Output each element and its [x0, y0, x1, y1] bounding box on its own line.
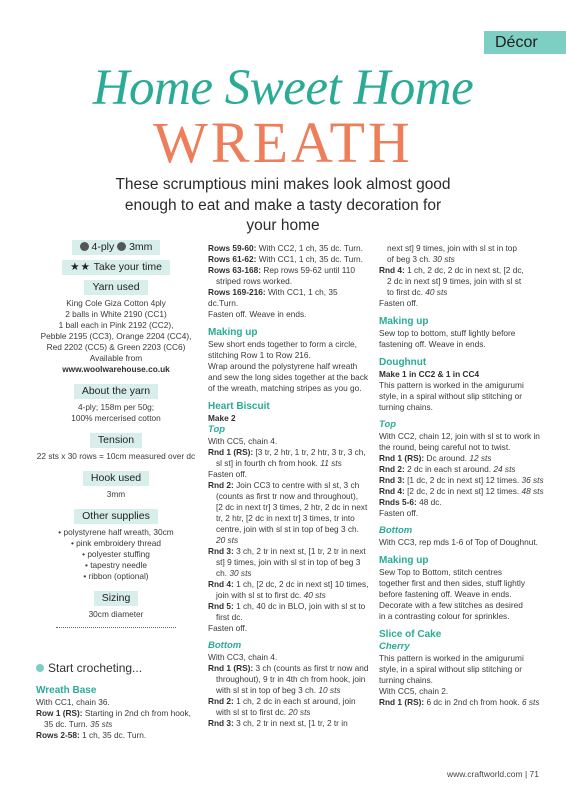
- text-line: Rows 63-168:: [208, 265, 262, 275]
- text-line: Fasten off.: [208, 469, 248, 479]
- text-line: 3 ch (counts as first tr now and: [253, 663, 369, 673]
- right-column: [379, 243, 549, 708]
- footer-sep: |: [524, 769, 528, 779]
- making-up-heading: Making up: [379, 316, 429, 327]
- text-line: Take your time: [93, 261, 162, 273]
- text-line: 40 sts: [422, 287, 448, 297]
- text-line: Rnds 5-6:: [379, 497, 417, 507]
- footer-site[interactable]: www.craftworld.com: [446, 769, 523, 779]
- star-rating-icon: ★★: [70, 261, 91, 273]
- text-line: Rnd 4:: [208, 579, 234, 589]
- text-line: next st] 9 times, join with sl st in top: [387, 243, 518, 253]
- text-line: 6 sts: [519, 697, 540, 707]
- text-line: With CC3, chain 4.: [208, 652, 278, 662]
- yarn-heading: Yarn used: [84, 280, 147, 295]
- text-line: [3 tr, 2 htr, 1 tr, 2 htr, 3 tr, 3 ch,: [253, 447, 366, 457]
- footer: [447, 769, 539, 779]
- text-line: Rows 59-60:: [208, 243, 257, 253]
- making-up-heading: Making up: [379, 555, 429, 566]
- text-line: 30 sts: [227, 568, 252, 578]
- bullet-icon: [36, 664, 44, 672]
- text-line: Wrap around the polystyrene half wreath: [208, 361, 358, 371]
- text-line: Bottom: [379, 525, 413, 536]
- yarn-line: Pebble 2195 (CC3), Orange 2204 (CC4),: [40, 331, 192, 341]
- title-line-1: Home Sweet Home: [92, 60, 474, 116]
- text-line: tr, 2 htr, [2 dc in next tr] 3 times, tr into: [216, 513, 355, 523]
- text-line: the round, being careful not to twist.: [379, 442, 511, 452]
- hook-text: 3mm: [106, 489, 126, 499]
- text-line: 3 ch, 2 tr in next st, [1 tr, 2 tr in: [233, 718, 348, 728]
- text-line: 1 ch, 2 dc, 2 dc in next st, [2 dc,: [404, 265, 524, 275]
- hook-icon: [117, 242, 126, 251]
- text-line: 11 sts: [317, 458, 342, 468]
- hook-heading: Hook used: [83, 471, 149, 486]
- text-line: Bottom: [208, 640, 242, 651]
- text-line: With CC1, 1 ch, 35 dc. Turn.: [256, 254, 363, 264]
- text-line: Sew Top to Bottom, stitch centres: [379, 567, 502, 577]
- yarn-line: 2 balls in White 2190 (CC1): [65, 309, 167, 319]
- text-line: st] 9 times, join with sl st in top of beg 3: [216, 557, 361, 567]
- text-line: 2 dc in each st around.: [404, 464, 492, 474]
- intro-text: These scrumptious mini makes look almost good enough to eat and make a tasty decoration for your home: [115, 176, 451, 234]
- text-line: This pattern is worked in the amigurumi: [379, 380, 524, 390]
- text-line: 12 sts: [467, 453, 492, 463]
- text-line: With CC3, rep mds 1-6 of Top of Doughnut.: [379, 537, 538, 547]
- text-line: 30 sts: [430, 254, 455, 264]
- text-line: centre, join with sl st in top of beg 3 ch.: [216, 524, 359, 534]
- text-line: to first dc.: [387, 287, 423, 297]
- text-line: Rnd 1 (RS):: [379, 453, 425, 463]
- text-line: Decorate with a few stitches as desired: [379, 600, 523, 610]
- text-line: Rnd 1 (RS):: [379, 697, 425, 707]
- divider: [56, 627, 176, 628]
- text-line: Top: [379, 419, 397, 430]
- text-line: 48 sts: [519, 486, 544, 496]
- text-line: with sl st to first dc.: [216, 707, 287, 717]
- yarn-line: King Cole Giza Cotton 4ply: [66, 298, 166, 308]
- section-tag: Décor: [484, 31, 566, 54]
- text-line: With CC5, chain 2.: [379, 686, 449, 696]
- supply-item: • ribbon (optional): [83, 571, 149, 581]
- text-line: 36 sts: [519, 475, 544, 485]
- text-line: With CC2, chain 12, join with sl st to work in: [379, 431, 540, 441]
- text-line: Join CC3 to centre with sl st, 3 ch: [233, 480, 360, 490]
- text-line: Cherry: [379, 641, 410, 652]
- text-line: style, in a spiral without slip stitching or: [379, 391, 522, 401]
- text-line: Rnd 5:: [208, 601, 234, 611]
- text-line: (counts as first tr now and throughout),: [216, 491, 359, 501]
- text-line: throughout), 9 tr in 4th ch from hook, join: [216, 674, 366, 684]
- text-line: and sew the long sides together at the back: [208, 372, 369, 382]
- text-line: 3mm: [129, 241, 153, 253]
- text-line: turning chains.: [379, 675, 433, 685]
- text-line: Fasten off.: [208, 623, 248, 633]
- text-line: sl st] in fourth ch from hook.: [216, 458, 318, 468]
- text-line: 1 ch, 35 dc. Turn.: [79, 730, 147, 740]
- skill-box: [62, 260, 170, 275]
- text-line: Top: [208, 424, 226, 435]
- text-line: of the wreath, matching stripes as you go.: [208, 383, 362, 393]
- text-line: 1 ch, [2 dc, 2 dc in next st] 10 times,: [233, 579, 369, 589]
- text-line: 1 ch, 2 dc in each st around, join: [233, 696, 356, 706]
- text-line: With CC2, 1 ch, 35 dc. Turn.: [256, 243, 363, 253]
- tension-text: 22 sts x 30 rows = 10cm measured over dc: [36, 451, 196, 461]
- text-line: 24 sts: [491, 464, 516, 474]
- text-line: together first and then sides, stuff lightly: [379, 578, 526, 588]
- text-line: Rnd 1 (RS):: [208, 663, 254, 673]
- text-line: 3 ch, 2 tr in next st, [1 tr, 2 tr in next: [233, 546, 366, 556]
- text-line: Starting in 2nd ch from hook,: [82, 708, 191, 718]
- supply-item: • tapestry needle: [85, 560, 147, 570]
- text-line: 2 dc in next st] 9 times, join with sl st: [387, 276, 522, 286]
- text-line: 35 dc. Turn.: [44, 719, 88, 729]
- ply-hook-box: [72, 240, 161, 255]
- yarn-line: Red 2202 (CC5) & Green 2203 (CC6): [46, 342, 186, 352]
- text-line: Rep rows 59-62 until 110: [261, 265, 355, 275]
- text-line: Rows 2-58:: [36, 730, 80, 740]
- text-line: ch.: [216, 568, 228, 578]
- text-line: With CC1, 1 ch, 35 dc.Turn.: [208, 287, 338, 308]
- about-line: 4-ply; 158m per 50g;: [77, 402, 155, 412]
- text-line: Fasten off.: [379, 508, 419, 518]
- specs-column: [36, 240, 196, 628]
- page-number: 71: [529, 769, 539, 779]
- text-line: 4-ply: [91, 241, 115, 253]
- text-line: 40 sts: [301, 590, 326, 600]
- text-line: Start crocheting...: [48, 661, 143, 675]
- text-line: 20 sts: [216, 535, 239, 545]
- text-line: before fastening off. Weave in ends.: [379, 589, 512, 599]
- text-line: with sl st in top of beg 3 ch.: [216, 685, 317, 695]
- heart-biscuit-heading: Heart Biscuit: [208, 401, 270, 412]
- text-line: With CC5, chain 4.: [208, 436, 278, 446]
- text-line: Row 1 (RS):: [36, 708, 83, 718]
- making-up-heading: Making up: [208, 327, 258, 338]
- text-line: in a contrasting colour for sprinkles.: [379, 611, 510, 621]
- text-line: Rows 61-62:: [208, 254, 257, 264]
- text-line: [2 dc, 2 dc in next st] 12 times.: [404, 486, 520, 496]
- doughnut-heading: Doughnut: [379, 357, 427, 368]
- supply-item: • pink embroidery thread: [70, 538, 162, 548]
- text-line: 1 ch, 40 dc in BLO, join with sl st to: [233, 601, 366, 611]
- about-heading: About the yarn: [74, 384, 158, 399]
- text-line: Rnd 2:: [379, 464, 405, 474]
- text-line: This pattern is worked in the amigurumi: [379, 653, 524, 663]
- wreath-base-heading: Wreath Base: [36, 685, 97, 696]
- text-line: fastening off. Weave in ends.: [379, 339, 486, 349]
- yarn-line: 1 ball each in Pink 2192 (CC2),: [58, 320, 174, 330]
- text-line: Fasten off.: [379, 298, 419, 308]
- text-line: 20 sts: [286, 707, 311, 717]
- middle-column: [208, 243, 370, 729]
- text-line: 10 sts: [316, 685, 341, 695]
- text-line: of beg 3 ch.: [387, 254, 431, 264]
- text-line: first dc.: [216, 612, 243, 622]
- supply-item: • polyester stuffing: [82, 549, 150, 559]
- text-line: Dc around.: [424, 453, 468, 463]
- slice-of-cake-heading: Slice of Cake: [379, 629, 442, 640]
- text-line: With CC1, chain 36.: [36, 697, 110, 707]
- title-line-2: WREATH: [153, 110, 413, 175]
- ply-icon: [80, 242, 89, 251]
- text-line: Sew short ends together to form a circle,: [208, 339, 357, 349]
- text-line: 48 dc.: [416, 497, 442, 507]
- yarn-url[interactable]: www.woolwarehouse.co.uk: [62, 364, 170, 374]
- tension-heading: Tension: [90, 433, 142, 448]
- text-line: Rnd 4:: [379, 486, 405, 496]
- text-line: Rnd 2:: [208, 480, 234, 490]
- text-line: Rnd 3:: [208, 546, 234, 556]
- text-line: Make 1 in CC2 & 1 in CC4: [379, 369, 480, 379]
- sizing-text: 30cm diameter: [88, 609, 144, 619]
- text-line: join with sl st to first dc.: [216, 590, 302, 600]
- text-line: turning chains.: [379, 402, 433, 412]
- sizing-heading: Sizing: [94, 591, 139, 606]
- text-line: Rnd 3:: [208, 718, 234, 728]
- text-line: Rows 169-216:: [208, 287, 266, 297]
- text-line: 35 sts: [87, 719, 113, 729]
- text-line: Make 2: [208, 413, 236, 423]
- text-line: Rnd 1 (RS):: [208, 447, 254, 457]
- text-line: [1 dc, 2 dc in next st] 12 times.: [404, 475, 520, 485]
- yarn-line: Available from: [89, 353, 143, 363]
- wreath-base-section: [36, 684, 204, 741]
- text-line: style, in a spiral without slip stitching or: [379, 664, 522, 674]
- text-line: striped rows worked.: [216, 276, 293, 286]
- text-line: Rnd 4:: [379, 265, 405, 275]
- start-heading: [36, 661, 142, 675]
- about-line: 100% mercerised cotton: [71, 413, 161, 423]
- text-line: stitching Row 1 to Row 216.: [208, 350, 311, 360]
- text-line: Rnd 3:: [379, 475, 405, 485]
- text-line: Rnd 2:: [208, 696, 234, 706]
- text-line: Sew top to bottom, stuff lightly before: [379, 328, 516, 338]
- text-line: 6 dc in 2nd ch from hook.: [424, 697, 520, 707]
- text-line: [2 dc in next tr] 3 times, 2 htr, 2 dc in next: [216, 502, 368, 512]
- text-line: Fasten off. Weave in ends.: [208, 309, 307, 319]
- supplies-heading: Other supplies: [74, 509, 158, 524]
- supply-item: • polystyrene half wreath, 30cm: [58, 527, 174, 537]
